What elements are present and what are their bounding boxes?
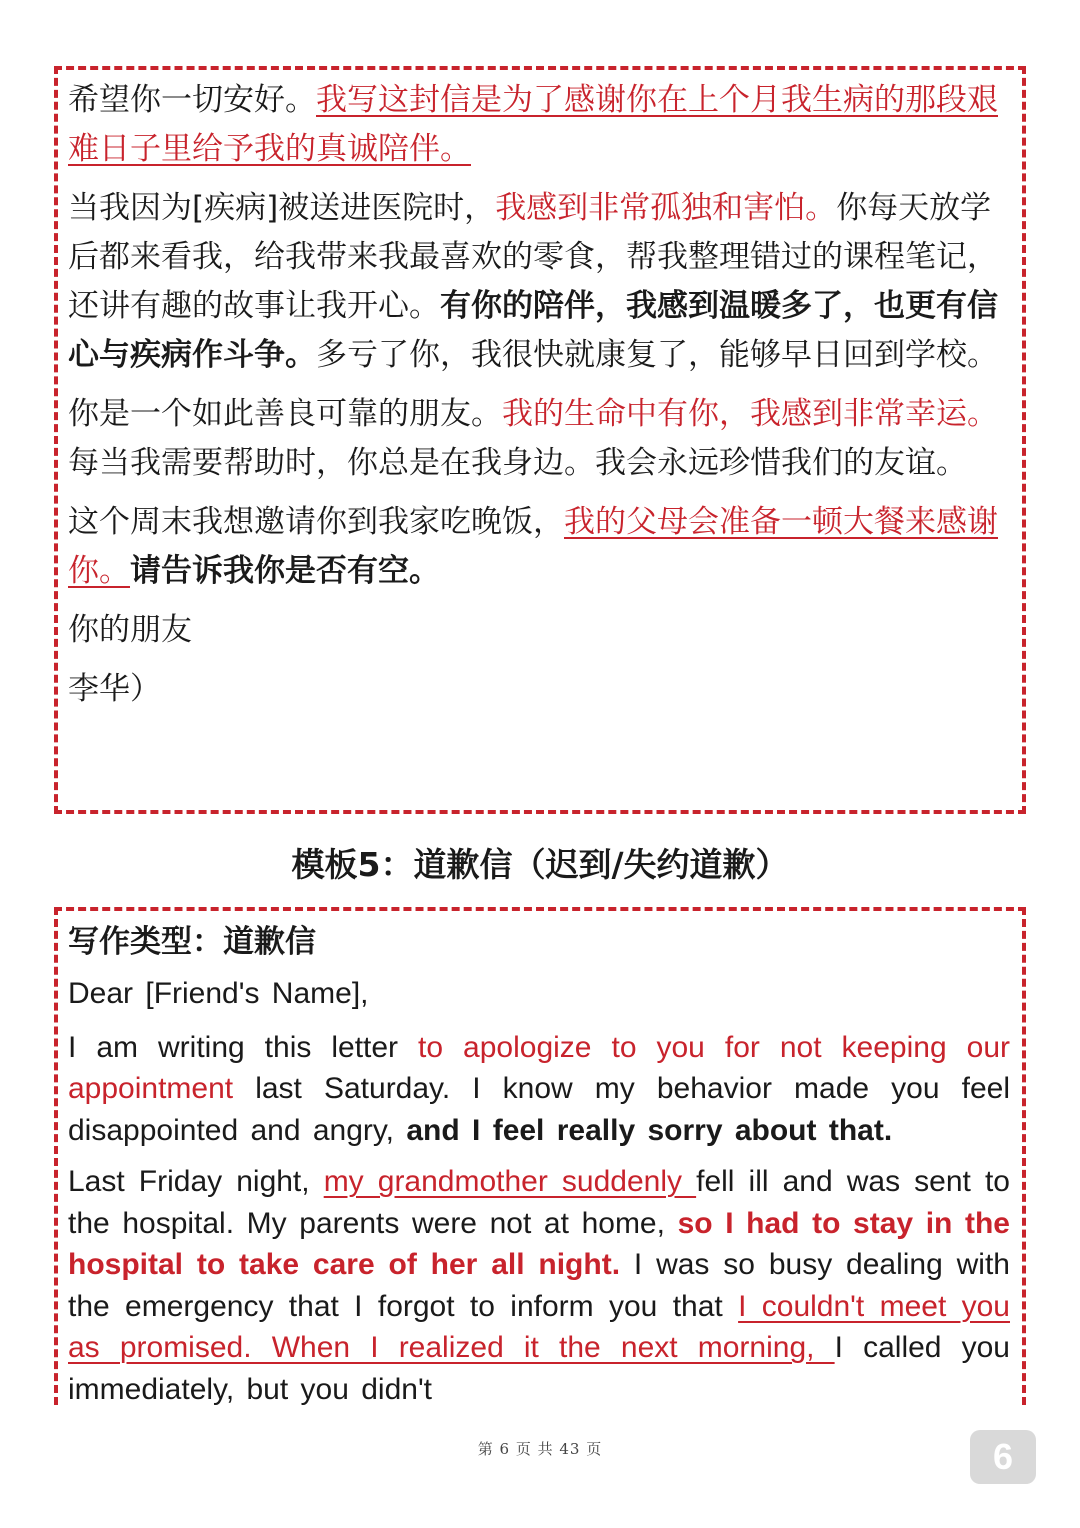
text-highlight-red: my grandmother suddenly: [323, 1165, 697, 1198]
text-bold: and I feel really sorry about that.: [406, 1113, 893, 1147]
text-highlight-red: 我的生命中有你，我感到非常幸运。: [502, 396, 998, 432]
paragraph-4: [68, 498, 1010, 596]
text-plain: 你是一个如此善良可靠的朋友。: [68, 396, 502, 432]
text-highlight-red-bold: so I had to stay in the hospital to take care of her all night.: [68, 1206, 1010, 1281]
text-bold: 有你的陪伴，我感到温暖多了，也更有信心与疾病作斗争。: [68, 288, 998, 373]
paragraph-1: [68, 76, 1010, 174]
letter-box-apology: [54, 907, 1026, 1405]
text-highlight-red: to apologize to you for not keeping our appointment: [68, 1030, 1010, 1105]
page-footer: 第 6 页 共 43 页: [477, 1440, 603, 1458]
text-plain: 你每天放学后都来看我，给我带来我最喜欢的零食，帮我整理错过的课程笔记，还讲有趣的故事让我开心。: [68, 190, 998, 324]
text-plain: 这个周末我想邀请你到我家吃晚饭，: [68, 504, 564, 540]
page-number-badge: 6: [970, 1430, 1036, 1484]
paragraph-2: [68, 1161, 1010, 1410]
paragraph-3: [68, 390, 1010, 488]
text-plain: I am writing this letter: [68, 1030, 419, 1064]
text-highlight-red: 我写这封信是为了感谢你在上个月我生病的那段艰难日子里给予我的真诚陪伴。: [68, 82, 998, 167]
signature: 李华）: [68, 671, 161, 707]
text-plain: Last Friday night,: [68, 1165, 324, 1198]
text-bold: 请告诉我你是否有空。: [130, 553, 440, 589]
text-plain: 当我因为[疾病]被送进医院时，: [68, 190, 496, 226]
closing: 你的朋友: [68, 612, 192, 648]
section-heading: 模板5：道歉信（迟到/失约道歉）: [291, 845, 789, 884]
paragraph-1: [68, 1027, 1010, 1152]
text-plain: last Saturday. I know my behavior made you feel disappointed and angry,: [68, 1072, 1010, 1147]
letter-box-thanks: [54, 66, 1026, 814]
salutation: Dear [Friend's Name],: [68, 977, 369, 1010]
paragraph-2: [68, 184, 1010, 380]
text-plain: I called you immediately, but you didn't: [68, 1331, 1010, 1406]
writing-type-label: 写作类型：道歉信: [68, 924, 316, 960]
text-plain: 每当我需要帮助时，你总是在我身边。我会永远珍惜我们的友谊。: [68, 445, 967, 481]
text-highlight-red: 我感到非常孤独和害怕。: [495, 190, 837, 226]
text-plain: fell ill and was sent to the hospital. My parents were not at home,: [68, 1165, 1010, 1240]
text-highlight-red: I couldn't meet you as promised. When I realized it the next morning,: [68, 1289, 1010, 1364]
text-plain: 多亏了你，我很快就康复了，能够早日回到学校。: [316, 337, 998, 373]
text-plain: I was so busy dealing with the emergency that I forgot to inform you that: [68, 1248, 1010, 1323]
text-highlight-red: 我的父母会准备一顿大餐来感谢你。: [68, 504, 998, 589]
text-plain: 希望你一切安好。: [68, 82, 316, 118]
